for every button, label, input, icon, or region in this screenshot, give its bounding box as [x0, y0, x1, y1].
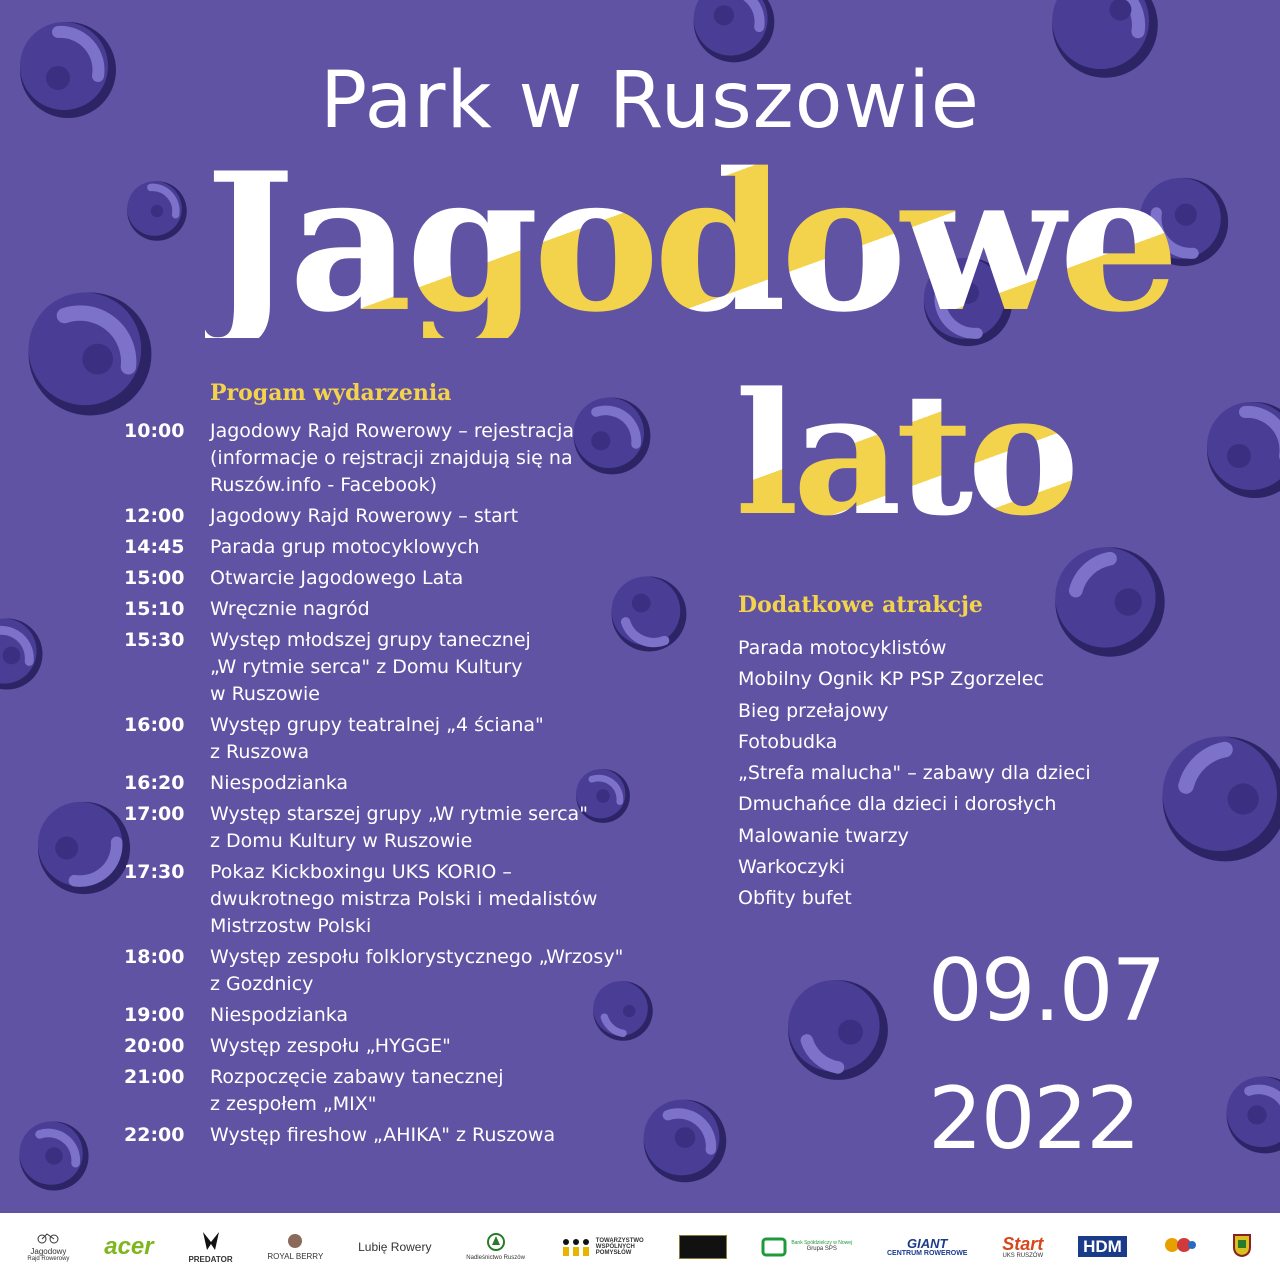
program-item-text: Występ starszej grupy „W rytmie serca" z Domu Kultury w Ruszowie: [210, 803, 588, 852]
program-item-text: Występ zespołu folklorystycznego „Wrzosy" z Gozdnicy: [210, 946, 624, 995]
program-item: [124, 565, 644, 592]
program-item-time: 19:00: [124, 1004, 185, 1026]
sponsor-logo-start: Start UKS RUSZÓW: [1002, 1233, 1044, 1259]
program-item: [124, 770, 644, 797]
program-item-time: 14:45: [124, 536, 185, 558]
program-item-text: Niespodzianka: [210, 1004, 349, 1026]
program-item: [124, 712, 644, 766]
program-item: [124, 944, 644, 998]
blueberry-icon: [0, 615, 44, 693]
program-item-text: Jagodowy Rajd Rowerowy – rejestracja (informacje o rejstracji znajdują się na Ruszów.info - Facebook): [210, 420, 575, 496]
program-item-time: 16:20: [124, 772, 185, 794]
sponsor-logo-predator: PREDATOR: [188, 1230, 232, 1264]
coat-of-arms-icon: [1232, 1233, 1252, 1257]
sponsor-bar: [0, 1213, 1280, 1280]
sponsor-logo-lubie-rowery: Lubię Rowery: [358, 1239, 432, 1254]
extra-attraction-item: Malowanie twarzy: [738, 824, 909, 847]
program-item-text: Pokaz Kickboxingu UKS KORIO – dwukrotnego mistrza Polski i medalistów Mistrzostw Polski: [210, 861, 598, 937]
program-item: [124, 418, 644, 499]
program-item-time: 17:30: [124, 861, 185, 883]
blueberry-icon: [786, 978, 890, 1082]
program-item-time: 15:30: [124, 629, 185, 651]
program-item-time: 16:00: [124, 714, 185, 736]
extra-attraction-item: Bieg przełajowy: [738, 699, 889, 722]
extra-attraction-item: Fotobudka: [738, 730, 838, 753]
program-item-time: 12:00: [124, 505, 185, 527]
blueberry-icon: [1160, 730, 1280, 868]
program-item: [124, 859, 644, 940]
program-item-time: 21:00: [124, 1066, 185, 1088]
blueberry-icon: [126, 180, 188, 242]
extras-heading: Dodatkowe atrakcje: [738, 592, 983, 618]
program-item: [124, 1033, 644, 1060]
page-subtitle: Park w Ruszowie: [320, 56, 980, 146]
program-item-text: Otwarcie Jagodowego Lata: [210, 567, 464, 589]
bank-icon: [761, 1237, 787, 1257]
page-title-second-word: lato: [735, 355, 1074, 553]
program-item: [124, 801, 644, 855]
sponsor-logo-bank: Bank Spółdzielczy w Nowej Grupa SPS: [761, 1237, 852, 1257]
bicycle-icon: [37, 1232, 59, 1244]
program-item-text: Jagodowy Rajd Rowerowy – start: [210, 505, 519, 527]
program-item-time: 15:00: [124, 567, 185, 589]
program-item-text: Rozpoczęcie zabawy tanecznej z zespołem „MIX": [210, 1066, 504, 1115]
people-icon: [560, 1237, 592, 1257]
program-item: [124, 627, 644, 708]
sponsor-logo-colorful: [1162, 1233, 1198, 1261]
program-item-text: Występ grupy teatralnej „4 ściana" z Ruszowa: [210, 714, 544, 763]
program-item-text: Niespodzianka: [210, 772, 349, 794]
sponsor-logo-twp: TOWARZYSTWO WSPÓLNYCH POMYSŁÓW: [560, 1237, 644, 1257]
blueberry-icon: [26, 290, 154, 418]
program-item-time: 18:00: [124, 946, 185, 968]
extra-attraction-item: Dmuchańce dla dzieci i dorosłych: [738, 793, 1057, 816]
program-list: [124, 418, 644, 1153]
program-item: [124, 1122, 644, 1149]
sponsor-logo-jagodowy: Jagodowy Rajd Rowerowy: [27, 1232, 69, 1262]
program-item-time: 20:00: [124, 1035, 185, 1057]
sponsor-logo-nadlesnictwo: Nadleśnictwo Ruszów: [466, 1233, 525, 1261]
predator-icon: [200, 1230, 222, 1252]
sponsor-logo-coat-of-arms: [1232, 1233, 1252, 1261]
page-title: Jagodowe: [205, 131, 1174, 354]
program-item: [124, 596, 644, 623]
program-item-time: 15:10: [124, 598, 185, 620]
extra-attraction-item: Mobilny Ognik KP PSP Zgorzelec: [738, 668, 1044, 691]
sponsor-logo-dark: [679, 1235, 727, 1259]
blueberry-icon: [642, 1098, 728, 1184]
program-item-time: 17:00: [124, 803, 185, 825]
blueberry-icon: [692, 0, 776, 64]
event-date-day: 09.07: [928, 941, 1165, 1041]
program-item-text: Występ zespołu „HYGGE": [210, 1035, 451, 1057]
program-item-time: 10:00: [124, 420, 185, 442]
extra-attraction-item: Obfity bufet: [738, 887, 852, 910]
program-item: [124, 534, 644, 561]
sponsor-emblem-icon: [1162, 1233, 1198, 1257]
program-heading: Progam wydarzenia: [210, 380, 452, 406]
program-item-text: Występ fireshow „AHIKA" z Ruszowa: [210, 1124, 556, 1146]
program-item: [124, 1064, 644, 1118]
program-item-text: Wręcznie nagród: [210, 598, 370, 620]
blueberry-icon: [18, 1120, 90, 1192]
extra-attraction-item: „Strefa malucha" – zabawy dla dzieci: [738, 762, 1091, 785]
blueberry-icon: [1205, 400, 1280, 500]
sponsor-logo-hdm: HDM: [1078, 1236, 1127, 1257]
sponsor-logo-acer: acer: [104, 1232, 154, 1260]
program-item: [124, 503, 644, 530]
berry-icon: [283, 1233, 307, 1249]
tree-icon: [487, 1233, 505, 1251]
program-item: [124, 1002, 644, 1029]
extra-attraction-item: Warkoczyki: [738, 856, 845, 879]
blueberry-icon: [1225, 1075, 1280, 1155]
program-item-text: Parada grup motocyklowych: [210, 536, 480, 558]
sponsor-logo-royal-berry: ROYAL BERRY: [267, 1233, 323, 1261]
event-date-year: 2022: [928, 1069, 1139, 1169]
blueberry-icon: [36, 800, 132, 896]
extras-list: [738, 633, 1158, 915]
sponsor-logo-giant: GIANT CENTRUM ROWEROWE: [886, 1235, 968, 1257]
program-item-time: 22:00: [124, 1124, 185, 1146]
program-item-text: Występ młodszej grupy tanecznej „W rytmie serca" z Domu Kultury w Ruszowie: [210, 629, 531, 705]
extra-attraction-item: Parada motocyklistów: [738, 637, 947, 659]
